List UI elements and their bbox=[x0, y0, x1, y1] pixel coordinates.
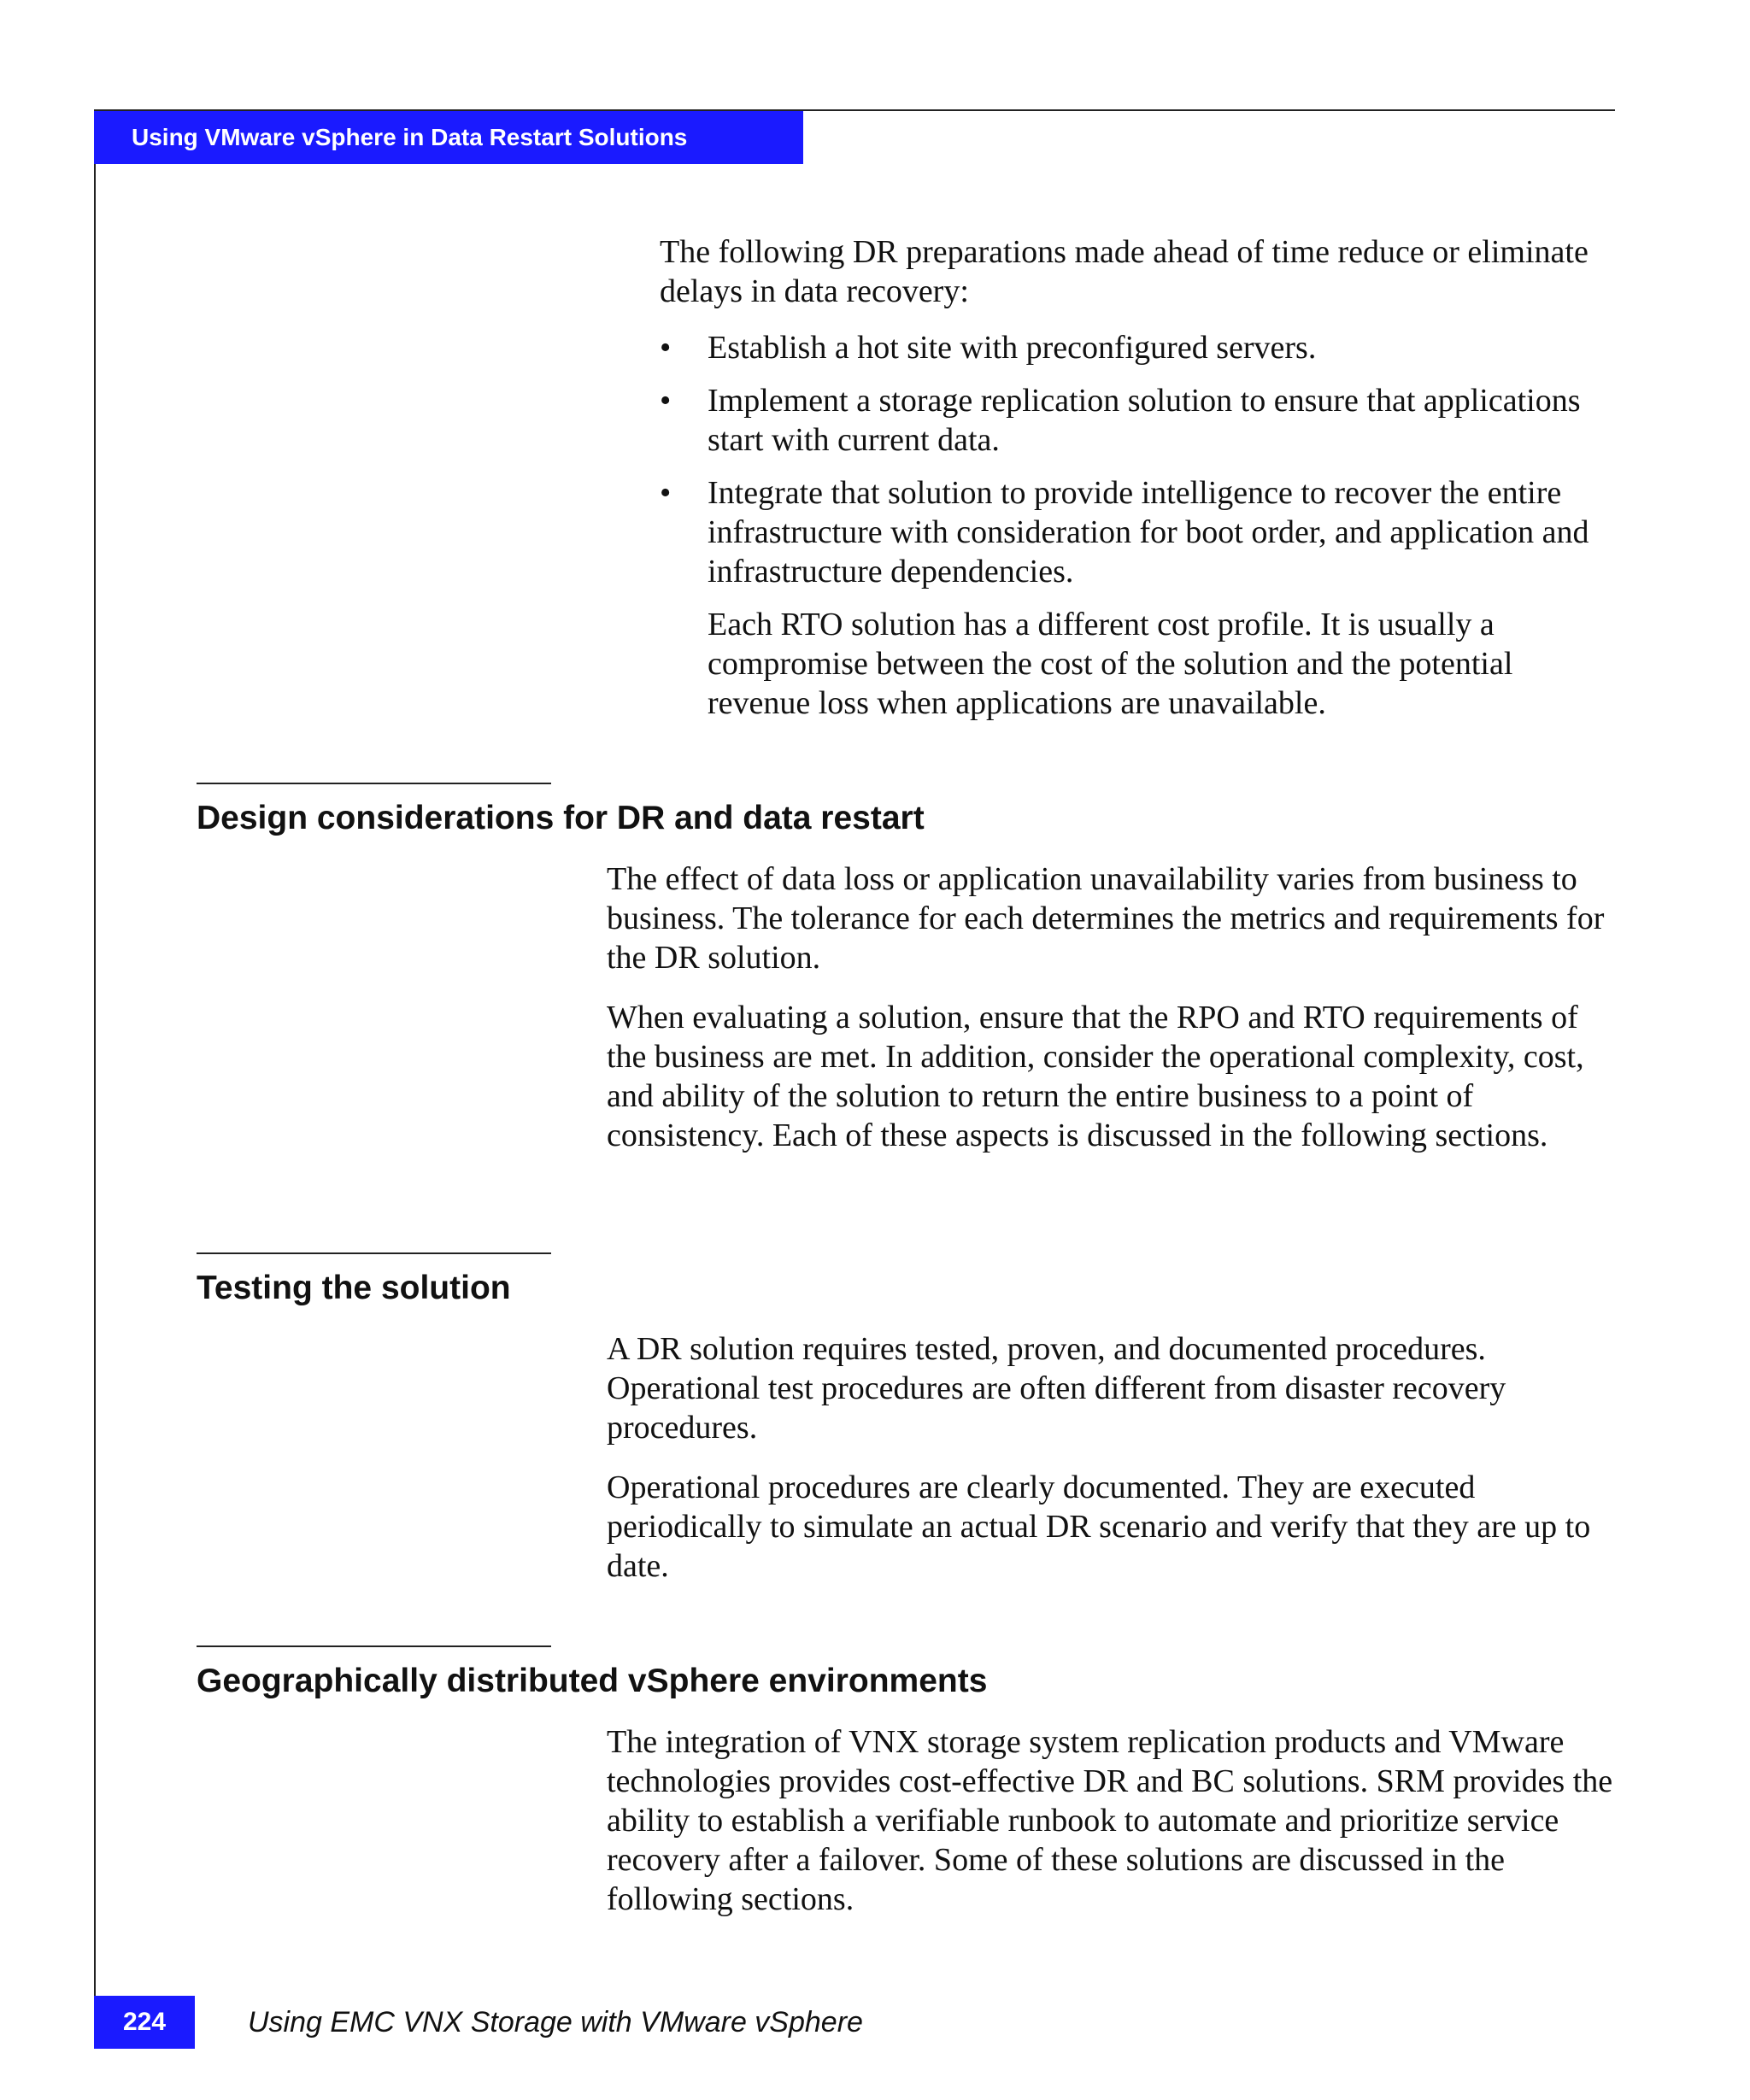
section-paragraph: When evaluating a solution, ensure that the RPO and RTO requirements of the business are met. In addition, consider the operational complexity, cost, and ability of the solution to return the entire business to a point of consistency. Each of these aspects is discussed in the following sections. bbox=[607, 1000, 1584, 1153]
bullet-icon: • bbox=[660, 330, 672, 366]
intro-bullet-list bbox=[660, 328, 1617, 605]
section-heading-design-considerations: Design considerations for DR and data restart bbox=[197, 800, 925, 836]
section-rule bbox=[197, 1645, 551, 1647]
section-paragraph: Operational procedures are clearly documented. They are executed periodically to simulate an actual DR scenario and verify that they are up to date. bbox=[607, 1469, 1591, 1584]
intro-followup-paragraph: Each RTO solution has a different cost profile. It is usually a compromise between the cost of the solution and the potential revenue loss when applications are unavailable. bbox=[708, 607, 1513, 721]
bullet-item bbox=[660, 381, 1617, 460]
chapter-title-tab: Using VMware vSphere in Data Restart Solutions bbox=[94, 111, 803, 164]
footer-book-title: Using EMC VNX Storage with VMware vSphere bbox=[248, 2006, 863, 2038]
bullet-icon: • bbox=[660, 475, 672, 511]
bullet-icon: • bbox=[660, 383, 672, 419]
section-rule bbox=[197, 1252, 551, 1254]
section-heading-geographically-distributed: Geographically distributed vSphere environments bbox=[197, 1663, 988, 1699]
section-rule bbox=[197, 783, 551, 784]
section-paragraph: The integration of VNX storage system replication products and VMware technologies provides cost-effective DR and BC solutions. SRM provides the ability to establish a verifiable runbook to automate and prioritize service recovery after a failover. Some of these solutions are discussed in the following sections. bbox=[607, 1724, 1613, 1917]
bullet-text: Integrate that solution to provide intelligence to recover the entire infrastructure with consideration for boot order, and application and infrastructure dependencies. bbox=[708, 475, 1589, 590]
left-margin-rule bbox=[94, 109, 96, 2033]
bullet-text: Implement a storage replication solution to ensure that applications start with current data. bbox=[708, 383, 1581, 458]
section-paragraph: A DR solution requires tested, proven, and documented procedures. Operational test procedures are often different from disaster recovery procedures. bbox=[607, 1331, 1506, 1446]
bullet-item bbox=[660, 473, 1617, 591]
page-number: 224 bbox=[94, 1996, 195, 2049]
intro-lead-paragraph: The following DR preparations made ahead of time reduce or eliminate delays in data recovery: bbox=[660, 234, 1589, 309]
bullet-item bbox=[660, 328, 1617, 367]
section-heading-testing-the-solution: Testing the solution bbox=[197, 1270, 511, 1306]
section-paragraph: The effect of data loss or application unavailability varies from business to business. The tolerance for each determines the metrics and requirements for the DR solution. bbox=[607, 861, 1605, 976]
bullet-text: Establish a hot site with preconfigured servers. bbox=[708, 330, 1317, 366]
